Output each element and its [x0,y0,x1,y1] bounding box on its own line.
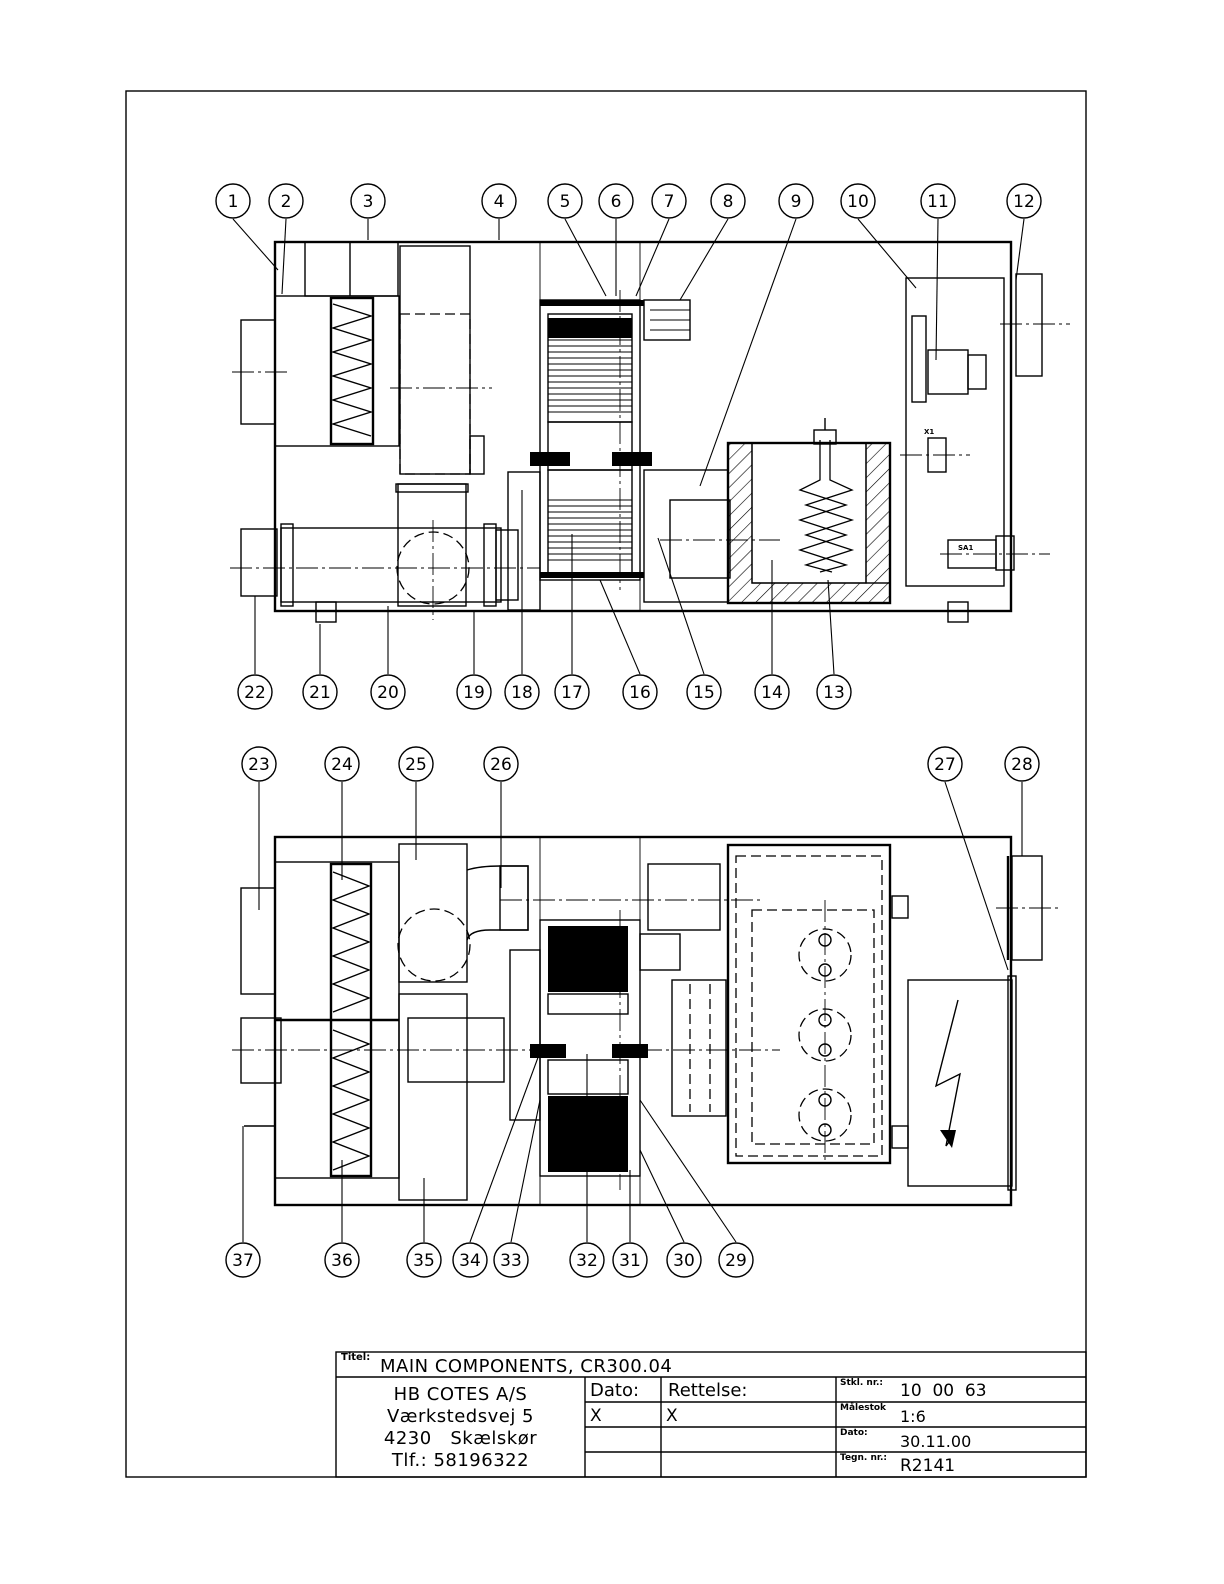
callout-number: 31 [619,1251,641,1271]
tegn-value: R2141 [900,1456,956,1476]
callout-number: 12 [1013,192,1035,212]
callout-number: 30 [673,1251,695,1271]
company-city: 4230 Skælskør [383,1428,538,1449]
rev-rettelse-value: X [666,1406,678,1426]
callout-number: 27 [934,755,956,775]
dato-value: 30.11.00 [900,1432,972,1451]
callout-number: 19 [463,683,485,703]
callout-number: 2 [280,192,292,212]
callout-number: 18 [511,683,533,703]
callout-number: 34 [459,1251,481,1271]
callout-number: 25 [405,755,427,775]
callout-number: 17 [561,683,583,703]
company-phone: Tlf.: 58196322 [391,1450,530,1471]
label-x1: X1 [924,428,935,436]
company-street: Værkstedsvej 5 [386,1406,535,1427]
callout-number: 21 [309,683,331,703]
callout-number: 37 [232,1251,254,1271]
callout-number: 13 [823,683,845,703]
callout-number: 14 [761,683,783,703]
callout-number: 36 [331,1251,353,1271]
callout-number: 16 [629,683,651,703]
callout-number: 20 [377,683,399,703]
callout-number: 11 [927,192,949,212]
callout-number: 24 [331,755,353,775]
callout-number: 1 [227,192,239,212]
callout-number: 4 [493,192,505,212]
title-label: Titel: [341,1352,371,1363]
callout-number: 32 [576,1251,598,1271]
callout-number: 22 [244,683,266,703]
label-sa1: SA1 [958,544,974,552]
callout-number: 8 [722,192,734,212]
callout-number: 23 [248,755,270,775]
callout-number: 33 [500,1251,522,1271]
callout-number: 9 [790,192,802,212]
drawing-title: MAIN COMPONENTS, CR300.04 [380,1356,673,1377]
callout-number: 28 [1011,755,1033,775]
rev-rettelse-label: Rettelse: [668,1380,748,1401]
company-name: HB COTES A/S [393,1384,528,1405]
company-block [336,1384,585,1472]
rev-dato-label: Dato: [590,1380,640,1401]
callout-number: 6 [610,192,622,212]
callout-number: 5 [559,192,571,212]
callout-number: 35 [413,1251,435,1271]
callout-number: 29 [725,1251,747,1271]
callout-number: 7 [663,192,675,212]
stkl-label: Stkl. nr.: [840,1378,883,1388]
malestok-label: Målestok [840,1403,887,1413]
tegn-label: Tegn. nr.: [840,1453,888,1463]
callout-number: 3 [362,192,374,212]
callout-number: 26 [490,755,512,775]
stkl-value: 10 00 63 [900,1381,987,1401]
callout-number: 15 [693,683,715,703]
rev-dato-value: X [590,1406,602,1426]
dato-label: Dato: [840,1428,868,1438]
callout-number: 10 [847,192,869,212]
malestok-value: 1:6 [900,1407,926,1426]
